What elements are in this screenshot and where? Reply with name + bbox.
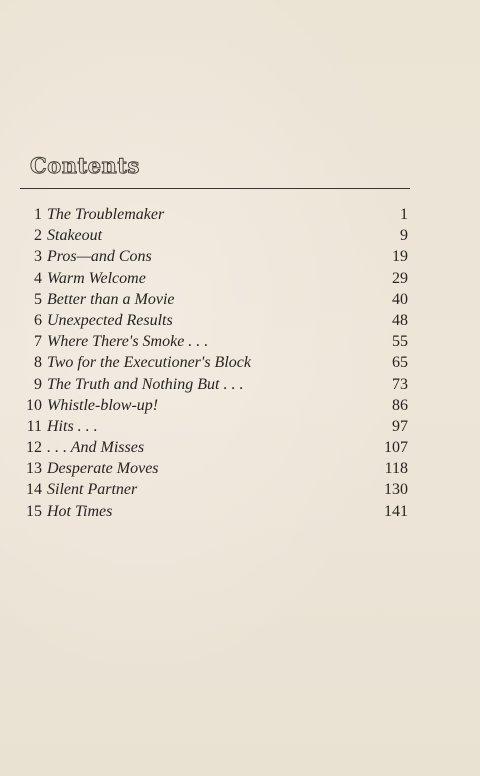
chapter-title: Better than a Movie xyxy=(47,290,175,308)
chapter-page: 19 xyxy=(392,248,408,266)
chapter-title: Warm Welcome xyxy=(47,269,146,287)
table-of-contents xyxy=(12,204,408,522)
toc-entry xyxy=(12,501,408,522)
toc-entry xyxy=(12,395,408,416)
chapter-number: 14 xyxy=(26,481,42,499)
chapter-page: 65 xyxy=(392,354,408,372)
chapter-title: Unexpected Results xyxy=(47,311,173,329)
toc-entry xyxy=(12,225,408,246)
chapter-title: Where There's Smoke . . . xyxy=(47,333,209,351)
toc-entry xyxy=(12,246,408,267)
toc-entry xyxy=(12,204,408,225)
chapter-page: 55 xyxy=(392,333,408,351)
chapter-page: 40 xyxy=(392,290,408,308)
chapter-title: Whistle-blow-up! xyxy=(47,396,159,414)
toc-entry xyxy=(12,437,408,458)
toc-entry xyxy=(12,479,408,500)
chapter-number: 6 xyxy=(34,311,42,329)
chapter-number: 15 xyxy=(26,502,42,520)
chapter-number: 11 xyxy=(26,417,42,435)
chapter-title: Hits . . . xyxy=(47,417,98,435)
chapter-title: . . . And Misses xyxy=(47,439,145,457)
chapter-title: Pros—and Cons xyxy=(47,248,152,266)
chapter-number: 12 xyxy=(26,439,42,457)
heading-rule xyxy=(20,188,410,189)
toc-entry xyxy=(12,331,408,352)
toc-entry xyxy=(12,352,408,373)
chapter-title: Desperate Moves xyxy=(47,460,159,478)
chapter-page: 48 xyxy=(392,311,408,329)
toc-entry xyxy=(12,458,408,479)
chapter-page: 97 xyxy=(392,417,408,435)
chapter-title: Stakeout xyxy=(47,227,103,245)
chapter-page: 118 xyxy=(384,460,408,478)
chapter-number: 4 xyxy=(34,269,42,287)
chapter-page: 107 xyxy=(384,439,408,457)
chapter-number: 10 xyxy=(26,396,42,414)
chapter-title: Two for the Executioner's Block xyxy=(47,354,251,372)
toc-entry xyxy=(12,310,408,331)
chapter-page: 86 xyxy=(392,396,408,414)
chapter-number: 1 xyxy=(34,206,42,223)
chapter-number: 5 xyxy=(34,290,42,308)
chapter-number: 8 xyxy=(34,354,42,372)
toc-entry xyxy=(12,289,408,310)
chapter-number: 9 xyxy=(34,375,42,393)
chapter-number: 13 xyxy=(26,460,42,478)
chapter-number: 3 xyxy=(34,248,42,266)
chapter-page: 130 xyxy=(384,481,408,499)
chapter-page: 73 xyxy=(392,375,408,393)
chapter-page: 29 xyxy=(392,269,408,287)
toc-entry xyxy=(12,268,408,289)
chapter-title: Silent Partner xyxy=(47,481,138,499)
chapter-page: 141 xyxy=(384,502,408,520)
chapter-page: 9 xyxy=(400,227,408,245)
chapter-title: The Troublemaker xyxy=(47,206,165,223)
toc-entry xyxy=(12,374,408,395)
chapter-number: 2 xyxy=(34,227,42,245)
toc-entry xyxy=(12,416,408,437)
chapter-title: The Truth and Nothing But . . . xyxy=(47,375,244,393)
chapter-title: Hot Times xyxy=(47,502,113,520)
chapter-number: 7 xyxy=(34,333,42,351)
chapter-page: 1 xyxy=(400,206,408,223)
contents-heading: Contents xyxy=(30,153,140,178)
